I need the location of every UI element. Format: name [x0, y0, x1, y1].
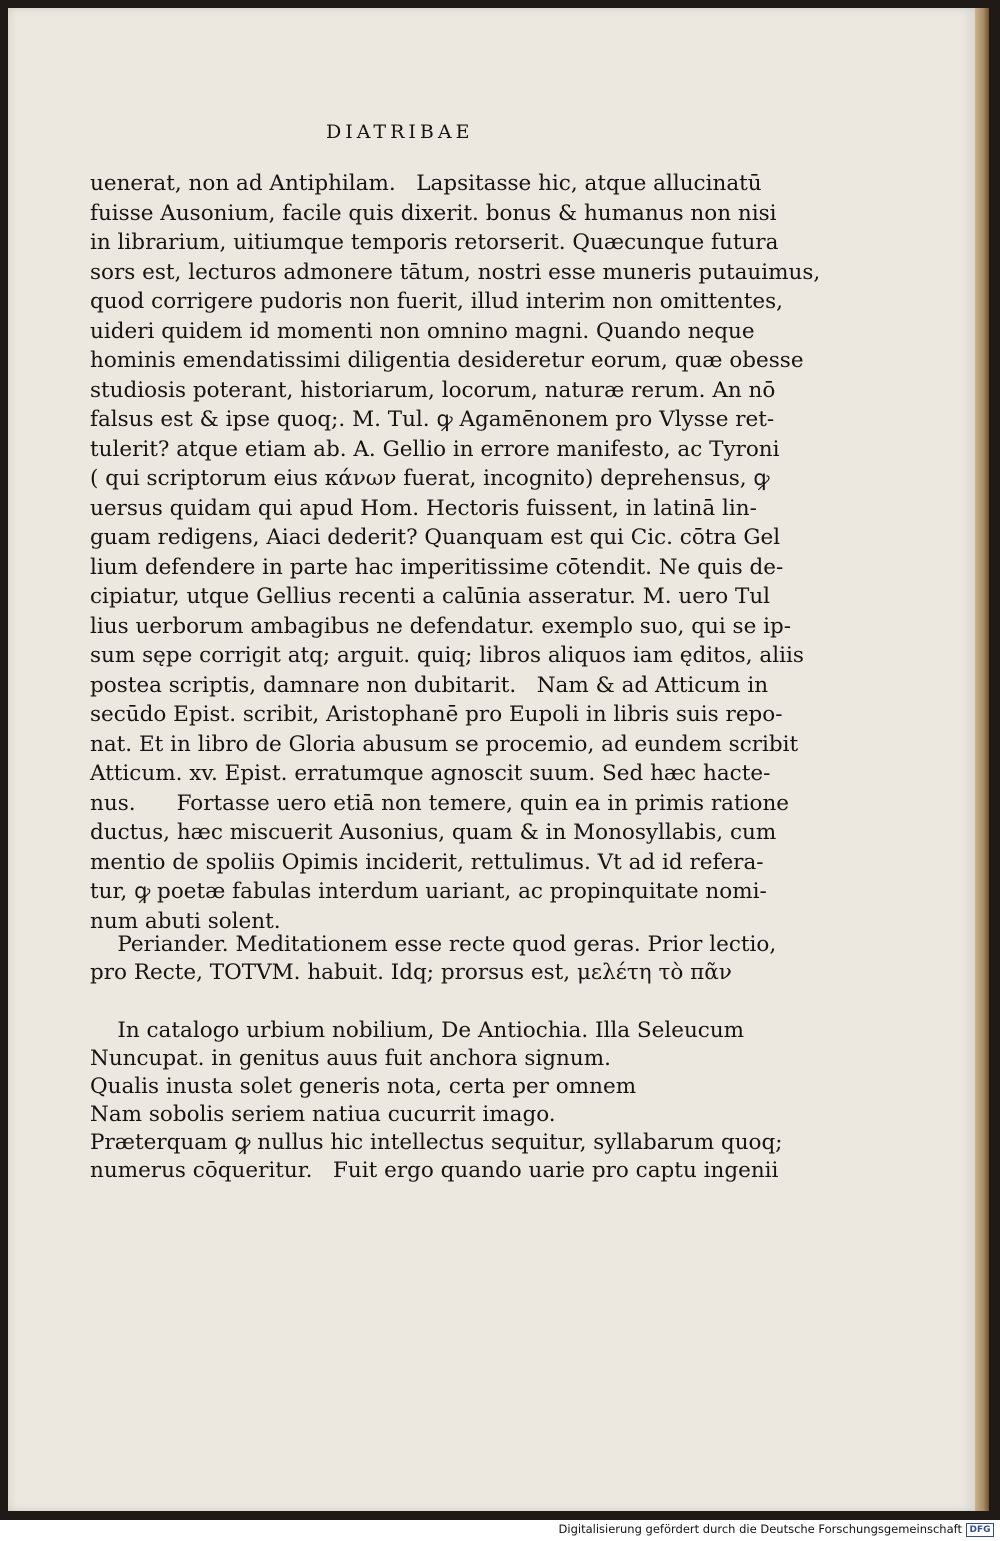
text-line: numerus cōqueritur. Fuit ergo quando uarie pro captu ingenii — [90, 1158, 779, 1183]
text-line: ductus, hæc miscuerit Ausonius, quam & in Monosyllabis, cum — [90, 820, 777, 845]
dfg-logo-icon: DFG — [966, 1523, 994, 1537]
book-page — [8, 8, 975, 1511]
text-line: sum sępe corrigit atq; arguit. quiq; libros aliquos iam ęditos, aliis — [90, 643, 804, 668]
text-line: secūdo Epist. scribit, Aristophanē pro Eupoli in libris suis repo- — [90, 702, 783, 727]
text-line: In catalogo urbium nobilium, De Antiochia. Illa Seleucum — [90, 1018, 745, 1043]
text-line: postea scriptis, damnare non dubitarit. Nam & ad Atticum in — [90, 672, 769, 698]
text-line: hominis emendatissimi diligentia desideretur eorum, quæ obesse — [90, 348, 804, 373]
text-line: Qualis inusta solet generis nota, certa per omnem — [90, 1074, 637, 1099]
text-line: uideri quidem id momenti non omnino magni. Quando neque — [90, 318, 755, 344]
text-line: studiosis poterant, historiarum, locorum, naturæ rerum. An nō — [90, 377, 776, 403]
text-line: in librarium, uitiumque temporis retorserit. Quæcunque futura — [90, 230, 779, 255]
text-line: lium defendere in parte hac imperitissime cōtendit. Ne quis de- — [90, 554, 784, 580]
text-line: ( qui scriptorum eius κάνων fuerat, incognito) deprehensus, ꝙ — [90, 466, 770, 491]
text-line: sors est, lecturos admonere tātum, nostri esse muneris putauimus, — [90, 259, 821, 285]
text-line: num abuti solent. — [90, 908, 281, 934]
text-line: Atticum. xv. Epist. erratumque agnoscit suum. Sed hæc hacte- — [90, 761, 771, 786]
text-line: uersus quidam qui apud Hom. Hectoris fuissent, in latinā lin- — [90, 495, 757, 521]
text-line: Nam sobolis seriem natiua cucurrit imago. — [90, 1102, 556, 1127]
footer-bar — [0, 1520, 1000, 1541]
text-line: Præterquam ꝙ nullus hic intellectus sequitur, syllabarum quoq; — [90, 1130, 783, 1155]
paragraph-1 — [90, 169, 821, 936]
text-line: guam redigens, Aiaci dederit? Quanquam est qui Cic. cōtra Gel — [90, 525, 781, 550]
text-line: quod corrigere pudoris non fuerit, illud interim non omittentes, — [90, 289, 783, 314]
paragraph-3 — [90, 1017, 783, 1185]
text-line: mentio de spoliis Opimis inciderit, rettulimus. Vt ad id refera- — [90, 849, 764, 875]
page-edge — [975, 8, 989, 1511]
footer-credit: Digitalisierung gefördert durch die Deutsche Forschungsgemeinschaft — [558, 1522, 962, 1536]
text-line: nus. Fortasse uero etiā non temere, quin ea in primis ratione — [90, 790, 790, 816]
text-line: tur, ꝙ poetæ fabulas interdum uariant, ac propinquitate nomi- — [90, 879, 767, 904]
paragraph-2 — [90, 931, 777, 987]
text-line: falsus est & ipse quoq;. M. Tul. ꝙ Agamēnonem pro Vlysse ret- — [90, 407, 775, 432]
text-line: cipiatur, utque Gellius recenti a calūnia asseratur. M. uero Tul — [90, 584, 771, 609]
text-line: lius uerborum ambagibus ne defendatur. exemplo suo, qui se ip- — [90, 613, 792, 639]
text-line: Nuncupat. in genitus auus fuit anchora signum. — [90, 1046, 611, 1071]
text-line: fuisse Ausonium, facile quis dixerit. bonus & humanus non nisi — [90, 200, 777, 226]
text-line: nat. Et in libro de Gloria abusum se procemio, ad eundem scribit — [90, 731, 799, 757]
running-title: DIATRIBAE — [326, 121, 474, 143]
text-line: uenerat, non ad Antiphilam. Lapsitasse hic, atque allucinatū — [90, 171, 762, 196]
text-line: Periander. Meditationem esse recte quod geras. Prior lectio, — [90, 932, 777, 957]
text-line: tulerit? atque etiam ab. A. Gellio in errore manifesto, ac Tyroni — [90, 436, 780, 462]
text-line: pro Recte, TOTVM. habuit. Idq; prorsus est, μελέτη τὸ πᾶν — [90, 960, 732, 985]
